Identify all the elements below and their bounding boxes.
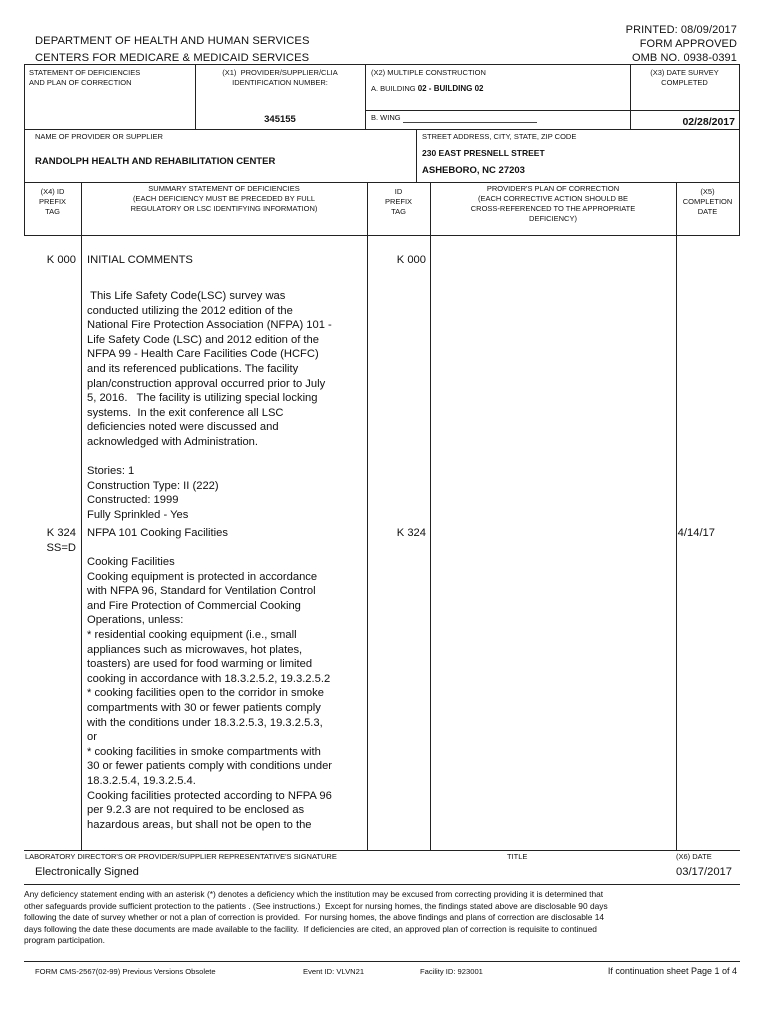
id-header: ID PREFIX TAG [384,187,413,216]
agency-header [35,33,310,67]
x3-label: (X3) DATE SURVEY COMPLETED [650,68,719,87]
signature-value: Electronically Signed [35,866,139,878]
rule [430,182,431,850]
form-approved: FORM APPROVED [639,38,737,50]
x2-label: (X2) MULTIPLE CONSTRUCTION [371,68,486,77]
construction-details: Stories: 1 Construction Type: II (222) Constructed: 1999 Fully Sprinkled - Yes [87,465,219,521]
x4-header: (X4) ID PREFIX TAG [38,187,67,216]
street-address: 230 EAST PRESNELL STREET [422,148,545,158]
wing-label: B. WING [371,113,401,122]
rule [365,64,366,129]
signature-date: 03/17/2017 [676,866,732,878]
building-line [371,84,483,94]
rule [24,850,740,851]
rule [24,235,740,236]
rule [24,129,740,130]
form-number: FORM CMS-2567(02-99) Previous Versions Obsolete [35,967,216,976]
rule [81,182,82,850]
entry-title: NFPA 101 Cooking Facilities [87,527,228,539]
provider-id-number: 345155 [264,114,296,125]
entry-tag: K 324 [46,527,76,539]
facility-id: Facility ID: 923001 [420,967,483,976]
building-label: A. BUILDING [371,84,416,93]
printed-date: PRINTED: 08/09/2017 [625,24,737,36]
rule [367,182,368,850]
rule [24,884,740,885]
centers-name: CENTERS FOR MEDICARE & MEDICAID SERVICES [35,52,310,64]
entry-tag: K 000 [46,254,76,266]
rule [24,64,740,65]
entry-id-tag: K 324 [396,527,426,539]
survey-completed-date: 02/28/2017 [682,116,735,128]
department-name: DEPARTMENT OF HEALTH AND HUMAN SERVICES [35,35,310,47]
omb-number: OMB NO. 0938-0391 [631,52,737,64]
provider-name-label: NAME OF PROVIDER OR SUPPLIER [35,132,163,141]
statement-label: STATEMENT OF DEFICIENCIES AND PLAN OF CORRECTION [29,68,141,87]
rule [739,64,740,235]
city-state-zip: ASHEBORO, NC 27203 [422,165,525,176]
summary-header: SUMMARY STATEMENT OF DEFICIENCIES (EACH DEFICIENCY MUST BE PRECEDED BY FULL REGULATORY OR LSC IDENTIFYING INFORMATION) [130,184,318,213]
rule [365,110,739,111]
form-meta [626,23,737,65]
building-value: 02 - BUILDING 02 [417,84,484,93]
provider-name: RANDOLPH HEALTH AND REHABILITATION CENTER [35,156,276,167]
x1-label: (X1) PROVIDER/SUPPLIER/CLIA IDENTIFICATION NUMBER: [222,68,338,87]
plan-header: PROVIDER'S PLAN OF CORRECTION (EACH CORRECTIVE ACTION SHOULD BE CROSS-REFERENCED TO THE APPROPRIATE DEFICIENCY) [470,184,636,223]
rule [24,182,740,183]
rule [24,961,740,962]
rule [416,129,417,182]
x5-header: (X5) COMPLETION DATE [682,187,733,216]
event-id: Event ID: VLVN21 [303,967,365,976]
page-indicator: If continuation sheet Page 1 of 4 [607,966,737,976]
disclaimer: Any deficiency statement ending with an asterisk (*) denotes a deficiency which the institution may be excused from correcting providing it is determined that other safeguards provide sufficient protection to the patients . (See instructions.) Except for nursing homes, the findings stated above are disclosable 90 days following the date of survey whether or not a plan of correction is provided. For nursing homes, the above findings and plans of correction are disclosable 14 days following the date these documents are made available to the facility. If deficiencies are cited, an approved plan of correction is requisite to continued program participation. [24,889,608,946]
cooking-facilities-body: Cooking Facilities Cooking equipment is protected in accordance with NFPA 96, Standard for Ventilation Control and Fire Protection of Commercial Cooking Operations, unless: * residential cooking equipment (i.e., small appliances such as microwaves, hot plates, toasters) are used for food warming or limited cooking in accordance with 18.3.2.5.2, 19.3.2.5.2 * cooking facilities open to the corridor in smoke compartments with 30 or fewer patients comply with the conditions under 18.3.2.5.3, 19.3.2.5.3, or * cooking facilities in smoke compartments with 30 or fewer patients comply with conditions under 18.3.2.5.4, 19.3.2.5.4. Cooking facilities protected according to NFPA 96 per 9.2.3 are not required to be enclosed as hazardous areas, but shall not be open to the [87,556,333,831]
title-label: TITLE [507,852,528,861]
date-label: (X6) DATE [676,852,712,861]
entry-severity: SS=D [46,542,76,554]
address-label: STREET ADDRESS, CITY, STATE, ZIP CODE [422,132,577,141]
completion-date: 4/14/17 [677,527,715,539]
signature-label: LABORATORY DIRECTOR'S OR PROVIDER/SUPPLIER REPRESENTATIVE'S SIGNATURE [25,852,337,861]
wing-blank [403,122,537,123]
initial-comments-body: This Life Safety Code(LSC) survey was conducted utilizing the 2012 edition of the National Fire Protection Association (NFPA) 101 - Life Safety Code (LSC) and 2012 edition of the NFPA 99 - Health Care Facilities Code (HCFC) and its referenced publications. The facility plan/construction approval occurred prior to July 5, 2016. The facility is utilizing special locking systems. In the exit conference all LSC deficiencies noted were discussed and acknowledged with Administration. [87,290,332,448]
rule [676,182,677,850]
entry-title: INITIAL COMMENTS [87,254,193,266]
entry-id-tag: K 000 [396,254,426,266]
